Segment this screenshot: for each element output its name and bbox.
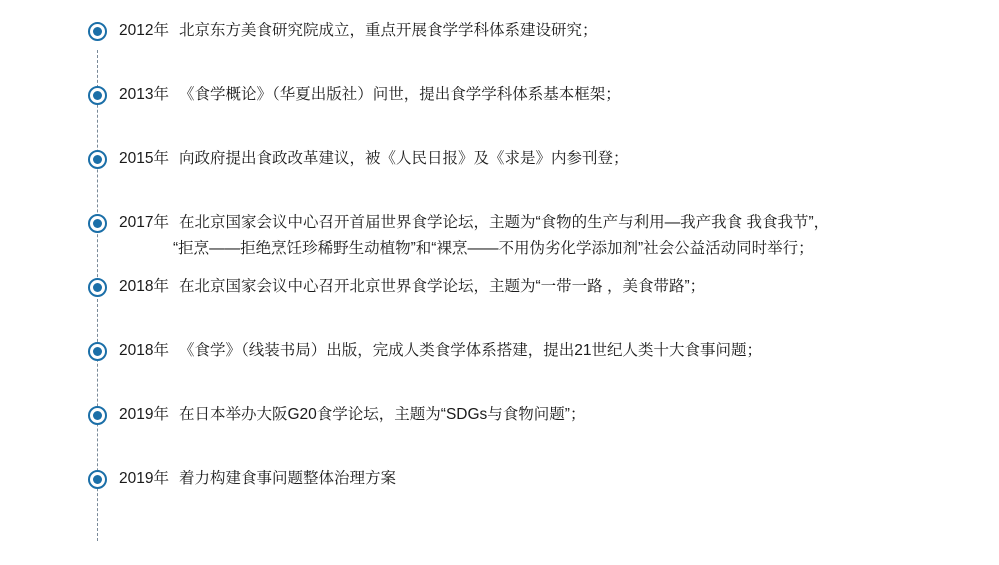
timeline-event-text [169, 210, 829, 262]
timeline-marker-icon [88, 22, 107, 41]
timeline-event-content [88, 402, 585, 428]
timeline-event-text: 向政府提出食政改革建议，被《人民日报》及《求是》内参刊登； [178, 150, 629, 167]
timeline-event-list [0, 18, 999, 530]
timeline-event-text: 在日本举办大阪G20食学论坛，主题为“SDGs与食物问题”； [178, 406, 586, 423]
timeline-event-year: 2018年 [119, 278, 169, 295]
timeline-event [0, 18, 999, 82]
timeline-event [0, 210, 999, 274]
timeline-event-content [88, 82, 621, 108]
timeline-marker-icon [88, 278, 107, 297]
timeline-event-year: 2019年 [119, 470, 169, 487]
timeline-event [0, 274, 999, 338]
timeline-event-year: 2013年 [119, 86, 169, 103]
timeline-event [0, 466, 999, 530]
timeline-event-content [88, 210, 829, 262]
timeline-event-year: 2012年 [119, 22, 169, 39]
timeline-event-content [88, 274, 705, 300]
timeline-event [0, 338, 999, 402]
timeline-event-text: 《食学概论》（华夏出版社）问世，提出食学学科体系基本框架； [178, 86, 621, 103]
timeline-marker-icon [88, 150, 107, 169]
timeline-marker-icon [88, 86, 107, 105]
timeline-event-year: 2017年 [119, 214, 169, 231]
timeline-event [0, 82, 999, 146]
timeline-event [0, 402, 999, 466]
timeline-event-content [88, 18, 598, 44]
timeline-event-content [88, 466, 396, 492]
timeline-event-text-line1: 在北京国家会议中心召开首届世界食学论坛，主题为“食物的生产与利用—我产我食 我食我节”， [178, 214, 830, 231]
timeline-event-year: 2018年 [119, 342, 169, 359]
timeline-event-year: 2015年 [119, 150, 169, 167]
timeline-event-text: 北京东方美食研究院成立，重点开展食学学科体系建设研究； [178, 22, 598, 39]
timeline-event-text: 在北京国家会议中心召开北京世界食学论坛，主题为“一带一路 ，美食带路”； [178, 278, 706, 295]
timeline-event-content [88, 338, 762, 364]
timeline-event-text: 着力构建食事问题整体治理方案 [178, 470, 396, 487]
timeline-event-text: 《食学》（线装书局）出版，完成人类食学体系搭建，提出21世纪人类十大食事问题； [178, 342, 762, 359]
timeline-event-text-line2: “拒烹——拒绝烹饪珍稀野生动植物”和“裸烹——不用伪劣化学添加剂”社会公益活动同时举行； [172, 240, 814, 257]
timeline-marker-icon [88, 342, 107, 361]
timeline-event [0, 146, 999, 210]
timeline-marker-icon [88, 214, 107, 233]
timeline-event-content [88, 146, 629, 172]
timeline-marker-icon [88, 470, 107, 489]
timeline-event-year: 2019年 [119, 406, 169, 423]
timeline-marker-icon [88, 406, 107, 425]
